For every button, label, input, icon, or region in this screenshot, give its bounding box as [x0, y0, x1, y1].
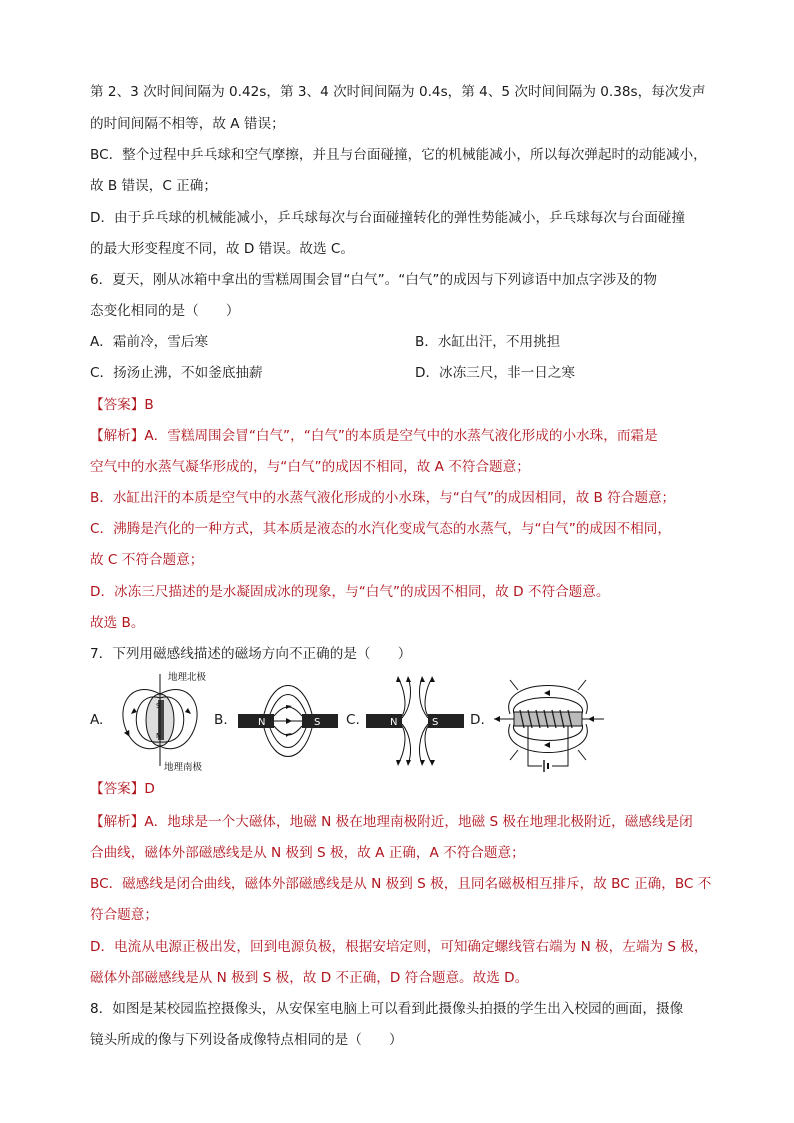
q6-option-d: D．冰冻三尺，非一日之寒	[415, 365, 575, 381]
analysis-label: 【解析】	[90, 814, 145, 830]
figure-a-earth-field	[108, 668, 218, 772]
q6-analysis-4: C．沸腾是汽化的一种方式，其本质是液态的水汽化变成气态的水蒸气，与“白气”的成因不相同，	[90, 521, 671, 537]
figure-d-solenoid	[488, 672, 610, 772]
analysis-text: A．地球是一个大磁体，地磁 N 极在地理南极附近，地磁 S 极在地理北极附近，磁感线是闭	[144, 814, 693, 830]
q5-line-6: 的最大形变程度不同，故 D 错误。故选 C。	[90, 241, 355, 257]
b-magnet-n: N	[258, 717, 266, 728]
north-pole-label: 地理北极	[168, 672, 207, 683]
q7-analysis-6: 磁体外部磁感线是从 N 极到 S 极，故 D 不正确，D 符合题意。故选 D。	[90, 970, 529, 986]
analysis-text: A．雪糕周围会冒“白气”，“白气”的本质是空气中的水蒸气液化形成的小水珠，而霜是	[144, 428, 658, 444]
answer-label: 【答案】	[90, 781, 145, 797]
figure-c-like-poles	[362, 676, 468, 766]
b-magnet-s: S	[314, 717, 321, 728]
q8-stem-2: 镜头所成的像与下列设备成像特点相同的是（ ）	[90, 1032, 403, 1048]
q6-option-b: B．水缸出汗，不用挑担	[415, 334, 561, 350]
q7-label-b: B.	[214, 712, 228, 728]
c-magnet-n: N	[390, 717, 398, 728]
c-magnet-s: S	[432, 717, 439, 728]
q6-analysis-3: B．水缸出汗的本质是空气中的水蒸气液化形成的小水珠，与“白气”的成因相同，故 B 符合题意；	[90, 490, 676, 506]
q7-label-a: A.	[90, 712, 104, 728]
q6-analysis-5: 故 C 不符合题意；	[90, 552, 204, 568]
q6-option-a: A．霜前冷，雪后寒	[90, 334, 209, 350]
q5-line-5: D．由于乒乓球的机械能减小，乒乓球每次与台面碰撞转化的弹性势能减小，乒乓球每次与台面碰撞	[90, 210, 685, 226]
answer-label: 【答案】	[90, 397, 145, 413]
q5-line-3: BC．整个过程中乒乓球和空气摩擦，并且与台面碰撞，它的机械能减小，所以每次弹起时的动能减小，	[90, 147, 707, 163]
q7-analysis-5: D．电流从电源正极出发，回到电源负极，根据安培定则，可知确定螺线管右端为 N 极，左端为 S 极，	[90, 939, 708, 955]
figure-b-opposite-poles	[234, 678, 342, 764]
q6-analysis-7: 故选 B。	[90, 615, 145, 631]
earth-magnet-n: N	[156, 732, 162, 740]
q6-analysis-2: 空气中的水蒸气凝华形成的，与“白气”的成因不相同，故 A 不符合题意；	[90, 459, 530, 475]
q7-label-d: D.	[470, 712, 485, 728]
analysis-label: 【解析】	[90, 428, 145, 444]
q8-stem-1: 8．如图是某校园监控摄像头，从安保室电脑上可以看到此摄像头拍摄的学生出入校园的画面，摄像	[90, 1001, 684, 1017]
q6-option-c: C．扬汤止沸，不如釜底抽薪	[90, 365, 263, 381]
q7-answer	[90, 779, 710, 799]
q6-stem-2: 态变化相同的是（ ）	[90, 303, 240, 319]
q6-analysis-6: D．冰冻三尺描述的是水凝固成冰的现象，与“白气”的成因不相同，故 D 不符合题意。	[90, 584, 610, 600]
q6-answer	[90, 395, 710, 415]
south-pole-label: 地理南极	[164, 762, 203, 772]
q6-analysis-1	[90, 426, 710, 446]
q7-analysis-4: 符合题意；	[90, 907, 158, 923]
q7-analysis-2: 合曲线，磁体外部磁感线是从 N 极到 S 极，故 A 正确，A 不符合题意；	[90, 845, 525, 861]
q6-stem-1: 6．夏天，刚从冰箱中拿出的雪糕周围会冒“白气”。“白气”的成因与下列谚语中加点字涉及的物	[90, 272, 657, 288]
q7-label-c: C.	[346, 712, 360, 728]
answer-value: B	[144, 397, 154, 413]
q7-analysis-1	[90, 812, 710, 832]
earth-magnet-s: S	[156, 702, 161, 710]
q5-line-4: 故 B 错误，C 正确；	[90, 178, 217, 194]
q5-line-2: 的时间间隔不相等，故 A 错误；	[90, 116, 285, 132]
answer-value: D	[144, 781, 155, 797]
q5-line-1: 第 2、3 次时间间隔为 0.42s，第 3、4 次时间间隔为 0.4s，第 4、5 次时间间隔为 0.38s，每次发声	[90, 84, 706, 100]
q7-stem: 7．下列用磁感线描述的磁场方向不正确的是（ ）	[90, 646, 412, 662]
q7-analysis-3: BC．磁感线是闭合曲线，磁体外部磁感线是从 N 极到 S 极，且同名磁极相互排斥，故 BC 正确，BC 不	[90, 876, 712, 892]
